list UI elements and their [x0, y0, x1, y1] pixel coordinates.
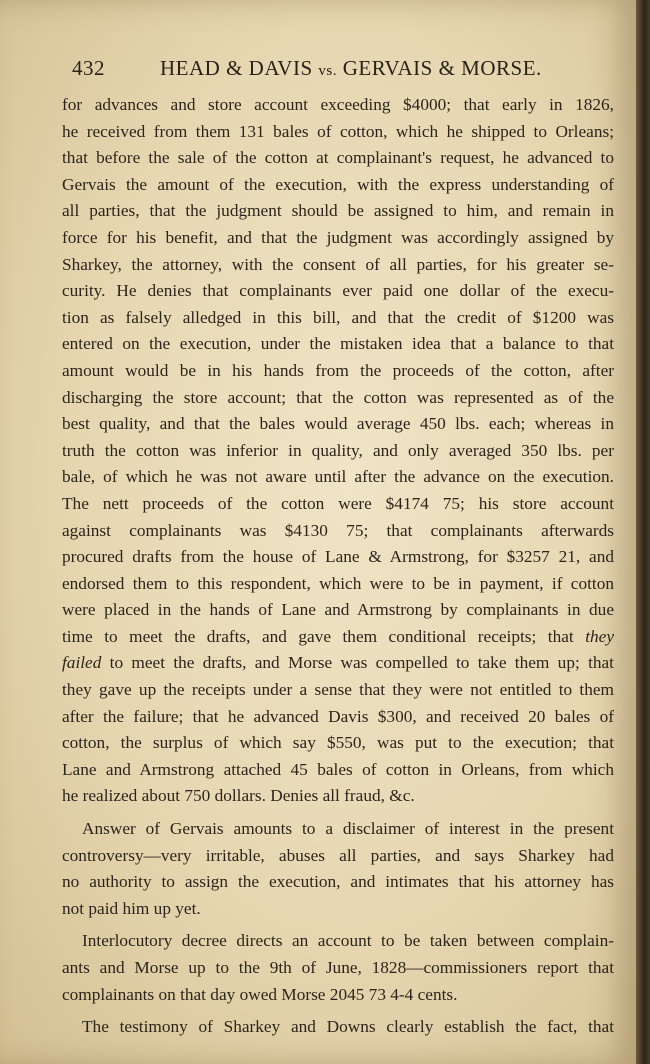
text-line: bale, of which he was not aware until after the advance on the execution. — [62, 467, 614, 487]
text-segment: to meet the drafts, and Morse was compelled to take them up; that — [101, 653, 614, 673]
body-text — [62, 92, 614, 1041]
text-line: all parties, that the judgment should be assigned to him, and remain in — [62, 201, 614, 221]
italic-word: they — [585, 626, 614, 646]
text-line: ants and Morse up to the 9th of June, 1828—commissioners report that — [62, 958, 614, 977]
text-line: after the failure; that he advanced Davis $300, and received 20 bales of — [62, 706, 614, 726]
text-line: Sharkey, the attorney, with the consent of all parties, for his greater se- — [62, 254, 614, 274]
text-line: discharging the store account; that the cotton was represented as of the — [62, 387, 614, 407]
text-line: against complainants was $4130 75; that complainants afterwards — [62, 520, 614, 540]
text-line: Answer of Gervais amounts to a disclaimer of interest in the present — [82, 819, 614, 839]
text-line: curity. He denies that complainants ever paid one dollar of the execu- — [62, 281, 614, 301]
title-left: HEAD & DAVIS — [160, 56, 313, 80]
title-vs: vs. — [318, 63, 337, 79]
text-segment: time to meet the drafts, and gave them conditional receipts; that — [62, 626, 586, 646]
text-line: truth the cotton was inferior in quality, and only averaged 350 lbs. per — [62, 440, 614, 460]
text-line: amount would be in his hands from the proceeds of the cotton, after — [62, 360, 614, 380]
text-line: Lane and Armstrong attached 45 bales of cotton in Orleans, from which — [62, 759, 614, 779]
text-line: cotton, the surplus of which say $550, was put to the execution; that — [62, 733, 614, 753]
text-line — [62, 650, 614, 677]
text-line: Gervais the amount of the execution, with the express understanding of — [62, 174, 614, 194]
title-right: GERVAIS & MORSE. — [342, 56, 542, 80]
text-line: complainants on that day owed Morse 2045 73 4-4 cents. — [62, 984, 458, 1004]
text-line: procured drafts from the house of Lane & Armstrong, for $3257 21, and — [62, 547, 614, 567]
text-line: The nett proceeds of the cotton were $4174 75; his store account — [62, 493, 614, 513]
text-line: that before the sale of the cotton at complainant's request, he advanced to — [62, 148, 614, 168]
text-line: he received from them 131 bales of cotton, which he shipped to Orleans; — [62, 121, 614, 141]
text-line: best quality, and that the bales would average 450 lbs. each; whereas in — [62, 414, 614, 434]
italic-word: failed — [62, 653, 102, 673]
text-line: controversy—very irritable, abuses all parties, and says Sharkey had — [62, 845, 614, 865]
page-edge-shadow — [636, 0, 650, 1064]
text-line — [62, 624, 614, 651]
page-number: 432 — [72, 56, 105, 80]
text-line: Interlocutory decree directs an account to be taken between complain- — [82, 931, 614, 951]
text-line: were placed in the hands of Lane and Armstrong by complainants in due — [62, 600, 614, 620]
text-line: entered on the execution, under the mistaken idea that a balance to that — [62, 334, 614, 354]
text-line: they gave up the receipts under a sense that they were not entitled to them — [62, 680, 614, 700]
running-title — [160, 56, 542, 81]
text-line: for advances and store account exceeding $4000; that early in 1826, — [62, 95, 614, 114]
text-line: no authority to assign the execution, and intimates that his attorney has — [62, 872, 614, 892]
text-line: not paid him up yet. — [62, 898, 201, 918]
running-header — [72, 52, 550, 86]
text-line: tion as falsely alledged in this bill, and that the credit of $1200 was — [62, 307, 614, 327]
text-line: he realized about 750 dollars. Denies all fraud, &c. — [62, 786, 415, 806]
text-line: endorsed them to this respondent, which were to be in payment, if cotton — [62, 573, 614, 593]
text-line: force for his benefit, and that the judgment was accordingly assigned by — [62, 227, 614, 247]
text-line: The testimony of Sharkey and Downs clearly establish the fact, that — [82, 1017, 614, 1037]
